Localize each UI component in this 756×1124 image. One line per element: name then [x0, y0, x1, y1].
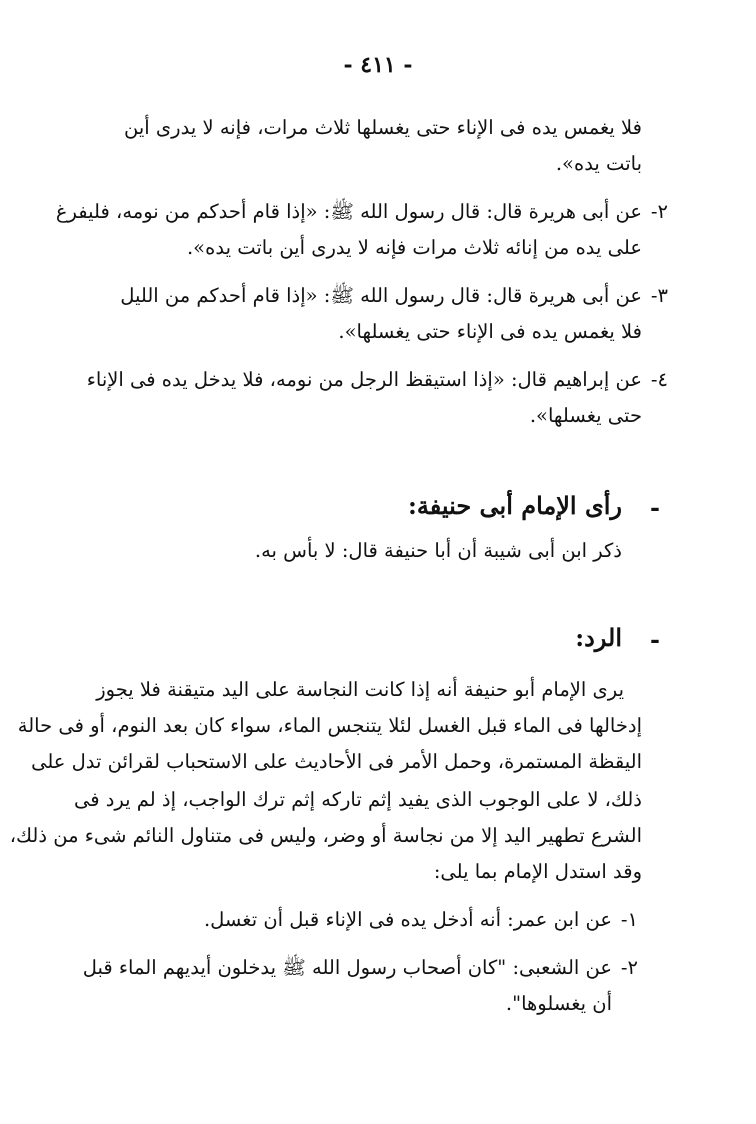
hadith-line: فلا يغمس يده فى الإناء حتى يغسلها». — [338, 320, 642, 343]
hadith-number: ٤- — [650, 368, 668, 391]
opinion-text: ذكر ابن أبى شيبة أن أبا حنيفة قال: لا بأس به. — [254, 539, 622, 562]
continuation-line-1: فلا يغمس يده فى الإناء حتى يغسلها ثلاث مرات، فإنه لا يدرى أين — [124, 116, 642, 139]
hadith-line: على يده من إنائه ثلاث مرات فإنه لا يدرى أين باتت يده». — [186, 236, 642, 259]
hadith-line: عن إبراهيم قال: «إذا استيقظ الرجل من نومه، فلا يدخل يده فى الإناء — [86, 368, 642, 391]
hadith-line: عن أبى هريرة قال: قال رسول الله ﷺ: «إذا قام أحدكم من الليل — [120, 284, 642, 307]
hadith-line: حتى يغسلها». — [529, 404, 642, 427]
reply-paragraph-line: يرى الإمام أبو حنيفة أنه إذا كانت النجاسة على اليد متيقنة فلا يجوز — [96, 678, 624, 701]
page-number: - ٤١١ - — [343, 52, 413, 78]
evidence-number: ١- — [620, 908, 638, 931]
evidence-line: أن يغسلوها". — [505, 992, 612, 1015]
reply-paragraph-line: ذلك، لا على الوجوب الذى يفيد إثم تاركه إثم ترك الواجب، إذ لم يرد فى — [73, 788, 642, 811]
section-heading-opinion: رأى الإمام أبى حنيفة: — [407, 491, 622, 520]
reply-paragraph-line: إدخالها فى الماء قبل الغسل لئلا يتنجس الماء، سواء كان بعد النوم، أو فى حالة — [17, 714, 642, 737]
evidence-line: عن الشعبى: "كان أصحاب رسول الله ﷺ يدخلون أيديهم الماء قبل — [82, 956, 612, 979]
reply-paragraph-line: الشرع تطهير اليد إلا من نجاسة أو وضر، وليس فى متناول النائم شىء من ذلك، — [9, 824, 642, 847]
reply-paragraph-line: اليقظة المستمرة، وحمل الأمر فى الأحاديث على الاستحباب لقرائن تدل على — [31, 750, 642, 773]
section-dash: - — [650, 493, 660, 522]
continuation-line-2: باتت يده». — [555, 152, 642, 175]
hadith-number: ٣- — [650, 284, 668, 307]
reply-paragraph-line: وقد استدل الإمام بما يلى: — [433, 860, 642, 883]
evidence-number: ٢- — [620, 956, 638, 979]
section-dash: - — [650, 625, 660, 654]
hadith-line: عن أبى هريرة قال: قال رسول الله ﷺ: «إذا قام أحدكم من نومه، فليفرغ — [55, 200, 642, 223]
evidence-line: عن ابن عمر: أنه أدخل يده فى الإناء قبل أن تغسل. — [203, 908, 612, 931]
hadith-number: ٢- — [650, 200, 668, 223]
section-heading-reply: الرد: — [575, 623, 622, 652]
